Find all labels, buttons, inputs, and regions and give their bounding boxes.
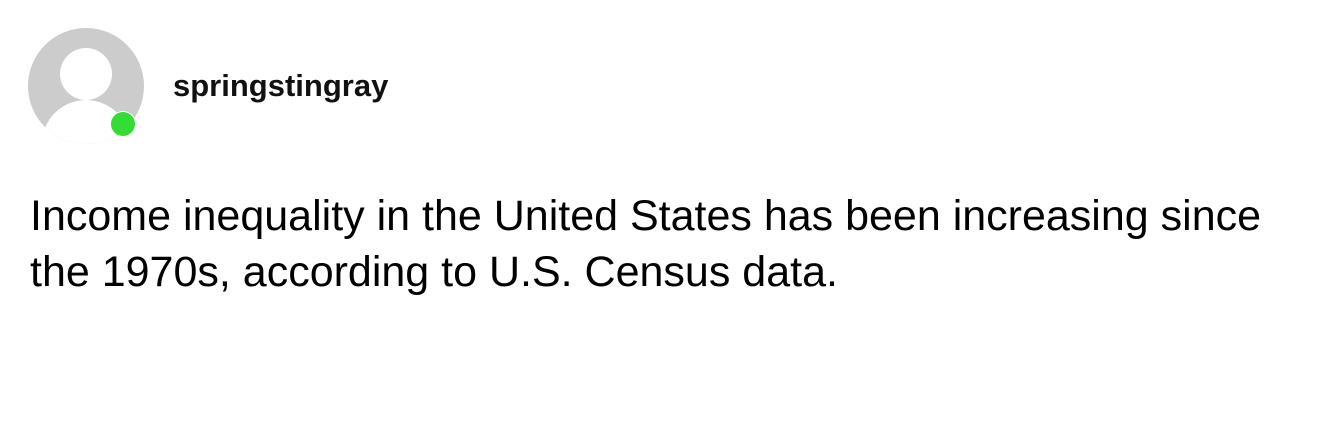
avatar-head-shape bbox=[60, 48, 112, 100]
avatar[interactable] bbox=[28, 28, 144, 144]
post-text: Income inequality in the United States has been increasing since the 1970s, according to U.S. Census data. bbox=[30, 192, 1262, 296]
online-status-indicator bbox=[110, 111, 136, 137]
post-header bbox=[28, 28, 828, 140]
author-username[interactable]: springstingray bbox=[173, 68, 389, 103]
